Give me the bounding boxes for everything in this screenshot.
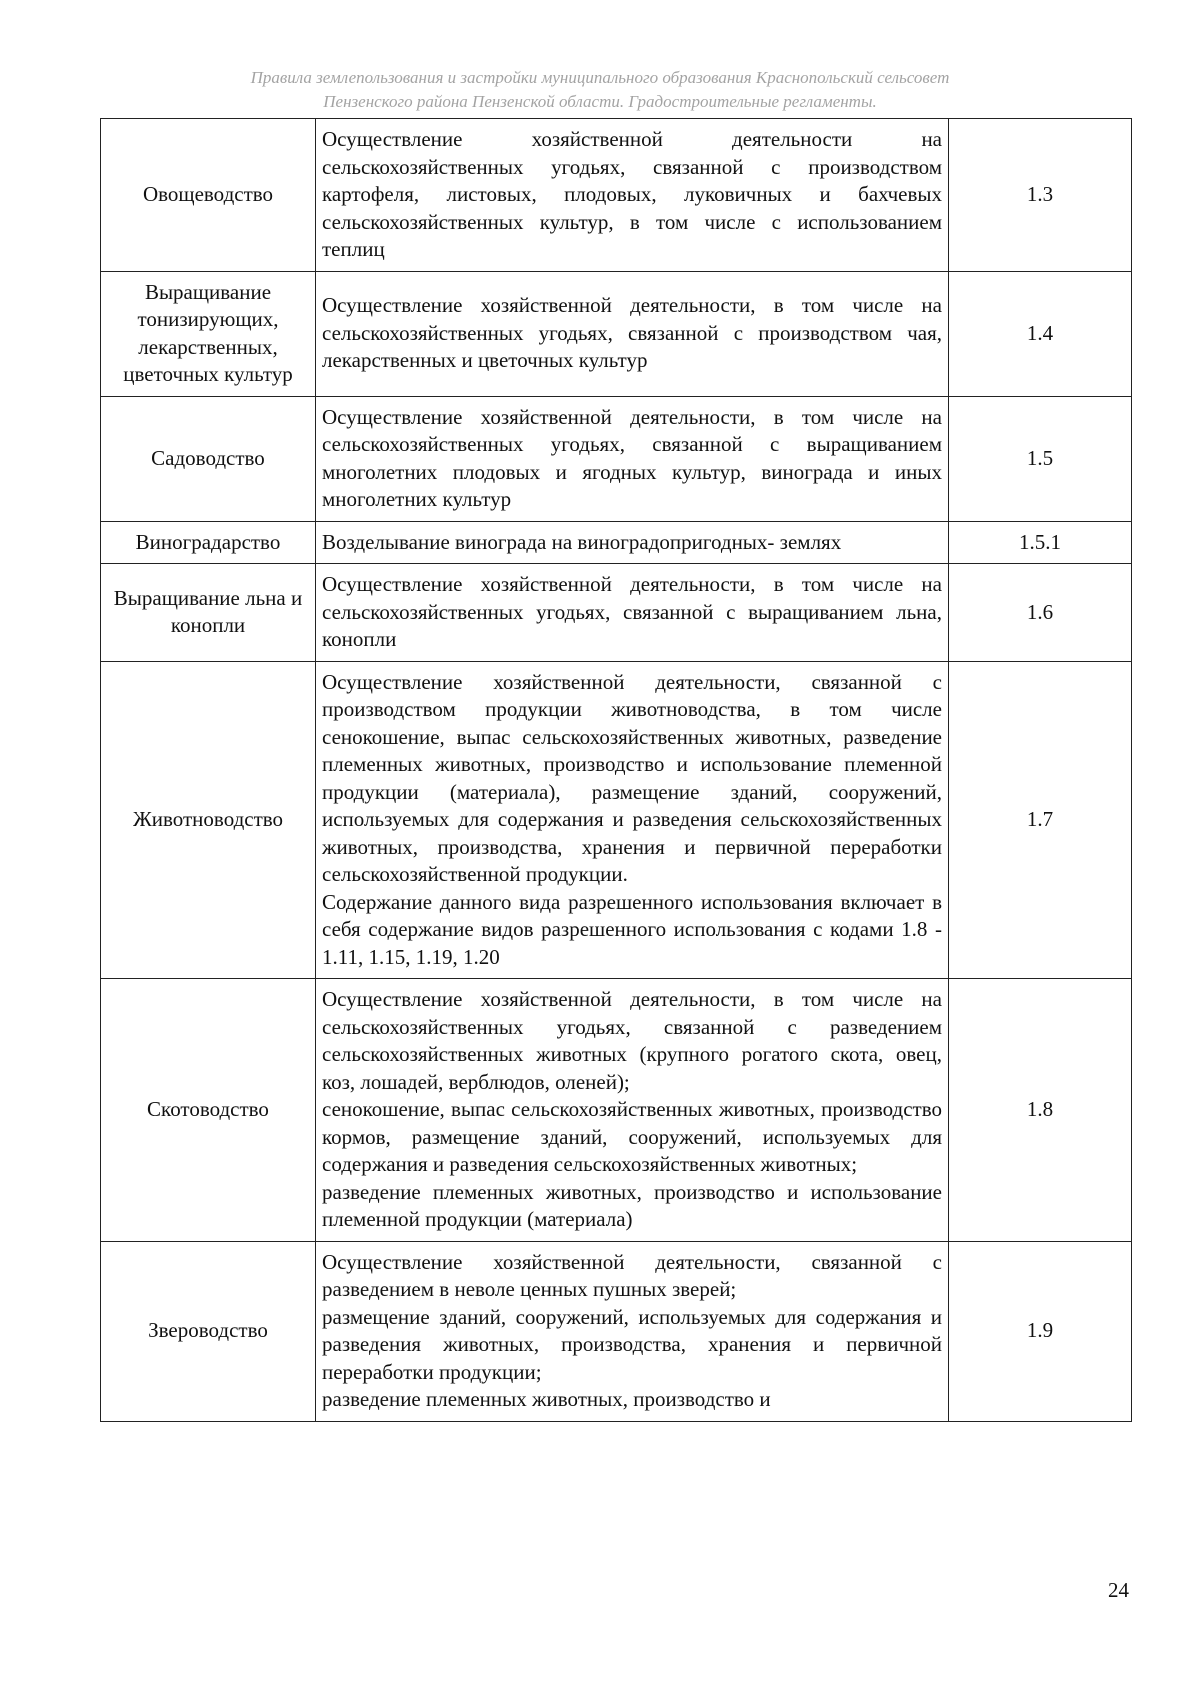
page-number: 24 [1108, 1578, 1129, 1602]
table-row [101, 396, 1132, 521]
description-paragraph: разведение племенных животных, производство и [322, 1387, 771, 1411]
table-row [101, 979, 1132, 1242]
use-type-description [316, 661, 949, 979]
table-row [101, 564, 1132, 662]
table-row [101, 661, 1132, 979]
description-paragraph: Осуществление хозяйственной деятельности, в том числе на сельскохозяйственных угодьях, связанной с выращиванием льна, конопли [322, 572, 942, 651]
table-row [101, 1241, 1132, 1421]
description-paragraph: сенокошение, выпас сельскохозяйственных животных, производство кормов, размещение зданий, сооружений, используемых для содержания и разведения сельскохозяйственных животных; [322, 1097, 942, 1176]
use-type-code: 1.8 [949, 979, 1132, 1242]
use-type-code: 1.5 [949, 396, 1132, 521]
header-line-1: Правила землепользования и застройки муниципального образования Краснопольский сельсовет [250, 68, 950, 87]
use-type-name: Звероводство [101, 1241, 316, 1421]
description-paragraph: размещение зданий, сооружений, используемых для содержания и разведения животных, производства, хранения и первичной переработки продукции; [322, 1304, 942, 1384]
use-type-code: 1.5.1 [949, 521, 1132, 564]
use-type-description [316, 396, 949, 521]
use-type-description [316, 1241, 949, 1421]
description-paragraph: Осуществление хозяйственной деятельности на сельскохозяйственных угодьях, связанной с производством картофеля, листовых, плодовых, луковичных и бахчевых сельскохозяйственных культур, в том числе с использованием теплиц [322, 127, 942, 261]
running-header [100, 66, 1100, 114]
use-type-description [316, 564, 949, 662]
use-type-description [316, 119, 949, 272]
description-paragraph: Осуществление хозяйственной деятельности, в том числе на сельскохозяйственных угодьях, связанной с производством чая, лекарственных и цветочных культур [322, 293, 942, 373]
use-type-description [316, 979, 949, 1242]
use-type-code: 1.3 [949, 119, 1132, 272]
use-type-code: 1.9 [949, 1241, 1132, 1421]
use-type-description [316, 271, 949, 396]
description-paragraph: Осуществление хозяйственной деятельности, связанной с разведением в неволе ценных пушных зверей; [322, 1249, 942, 1301]
description-paragraph: Осуществление хозяйственной деятельности, связанной с производством продукции животноводства, в том числе сенокошение, выпас сельскохозяйственных животных, разведение племенных животных, производство и использование племенной продукции (материала), размещение зданий, сооружений, используемых для содержания и разведения сельскохозяйственных животных, производства, хранения и первичной переработки сельскохозяйственной продукции. [322, 669, 942, 886]
use-type-name: Садоводство [101, 396, 316, 521]
use-type-name: Животноводство [101, 661, 316, 979]
table-row [101, 271, 1132, 396]
use-type-code: 1.6 [949, 564, 1132, 662]
use-type-name: Выращивание льна и конопли [101, 564, 316, 662]
header-line-2: Пензенского района Пензенской области. Градостроительные регламенты. [323, 92, 877, 111]
description-paragraph: Осуществление хозяйственной деятельности, в том числе на сельскохозяйственных угодьях, связанной с разведением сельскохозяйственных животных (крупного рогатого скота, овец, коз, лошадей, верблюдов, оленей); [322, 987, 942, 1094]
use-type-name: Овощеводство [101, 119, 316, 272]
use-type-name: Виноградарство [101, 521, 316, 564]
description-paragraph: Содержание данного вида разрешенного использования включает в себя содержание видов разрешенного использования с кодами 1.8 - 1.11, 1.15, 1.19, 1.20 [322, 889, 942, 969]
use-type-code: 1.4 [949, 271, 1132, 396]
description-paragraph: Возделывание винограда на виноградопригодных- землях [322, 529, 842, 554]
use-type-name: Выращивание тонизирующих, лекарственных, цветочных культур [101, 271, 316, 396]
use-type-code: 1.7 [949, 661, 1132, 979]
description-paragraph: Осуществление хозяйственной деятельности, в том числе на сельскохозяйственных угодьях, связанной с выращиванием многолетних плодовых и ягодных культур, винограда и иных многолетних культур [322, 404, 942, 511]
table-row [101, 119, 1132, 272]
description-paragraph: разведение племенных животных, производство и использование племенной продукции (материала) [322, 1179, 942, 1231]
land-use-table [100, 118, 1132, 1422]
use-type-description [316, 521, 949, 564]
table-row [101, 521, 1132, 564]
use-type-name: Скотоводство [101, 979, 316, 1242]
